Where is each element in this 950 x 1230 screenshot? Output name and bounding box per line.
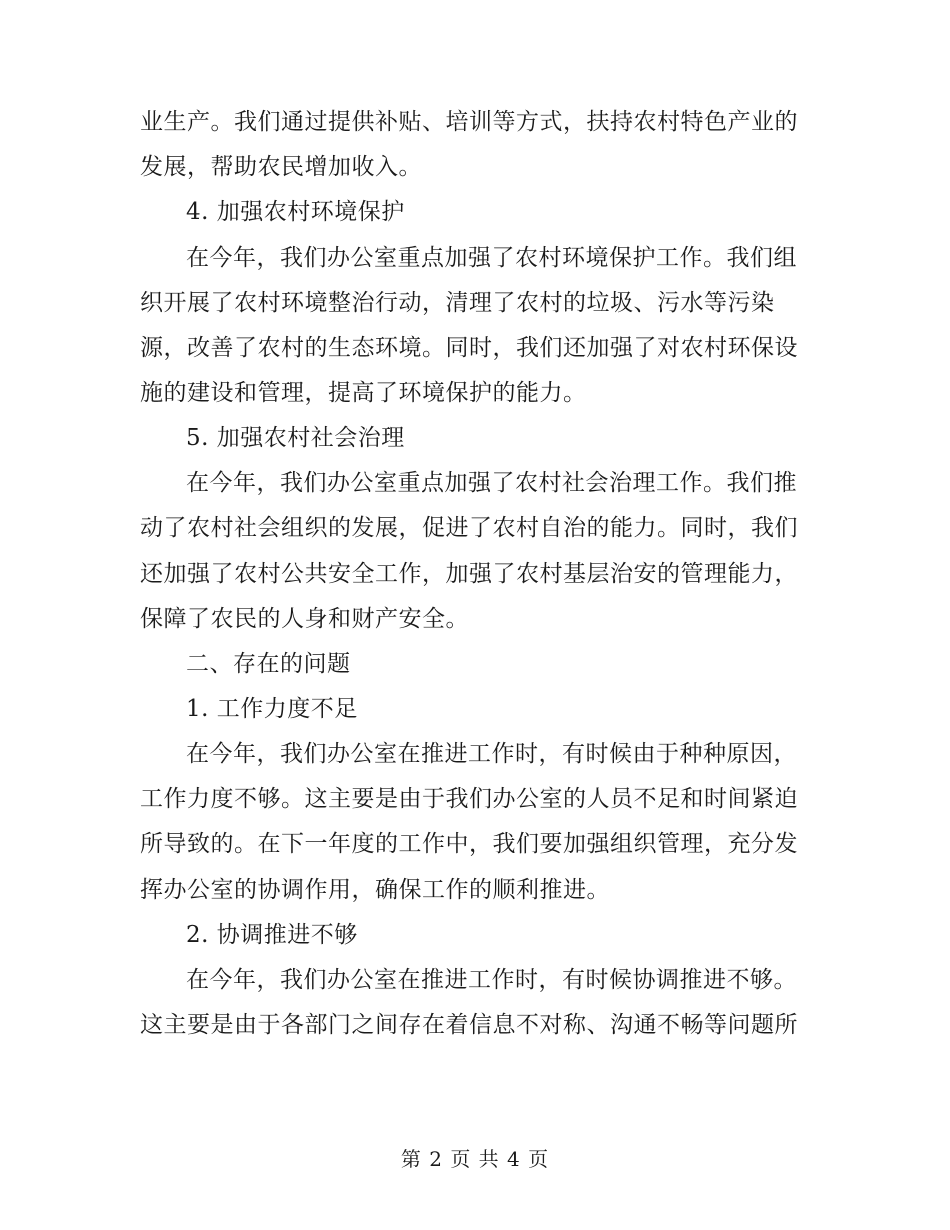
body-line: 在今年，我们办公室重点加强了农村社会治理工作。我们推 [186,470,797,496]
body-line: 织开展了农村环境整治行动，清理了农村的垃圾、污水等污染 [140,290,775,316]
body-line: 业生产。我们通过提供补贴、培训等方式，扶持农村特色产业的 [140,109,798,135]
body-line: 保障了农民的人身和财产安全。 [140,606,469,632]
chapter-heading: 二、存在的问题 [186,651,351,677]
body-line: 所导致的。在下一年度的工作中，我们要加强组织管理，充分发 [140,831,798,857]
section-heading: 4. 加强农村环境保护 [186,199,405,225]
body-line: 还加强了农村公共安全工作，加强了农村基层治安的管理能力， [140,561,798,587]
body-line: 源，改善了农村的生态环境。同时，我们还加强了对农村环保设 [140,335,798,361]
body-line: 发展，帮助农民增加收入。 [140,154,422,180]
section-heading: 2. 协调推进不够 [186,922,358,948]
body-line: 动了农村社会组织的发展，促进了农村自治的能力。同时，我们 [140,515,798,541]
body-line: 挥办公室的协调作用，确保工作的顺利推进。 [140,877,610,903]
body-line: 这主要是由于各部门之间存在着信息不对称、沟通不畅等问题所 [140,1012,798,1038]
body-line: 施的建设和管理，提高了环境保护的能力。 [140,380,587,406]
section-heading: 1. 工作力度不足 [186,696,358,722]
body-line: 在今年，我们办公室在推进工作时，有时候协调推进不够。 [186,967,797,993]
page-number-footer: 第 2 页 共 4 页 [400,1147,550,1171]
body-line: 在今年，我们办公室在推进工作时，有时候由于种种原因， [186,741,797,767]
body-line: 在今年，我们办公室重点加强了农村环境保护工作。我们组 [186,245,797,271]
section-heading: 5. 加强农村社会治理 [186,425,405,451]
body-line: 工作力度不够。这主要是由于我们办公室的人员不足和时间紧迫 [140,786,798,812]
